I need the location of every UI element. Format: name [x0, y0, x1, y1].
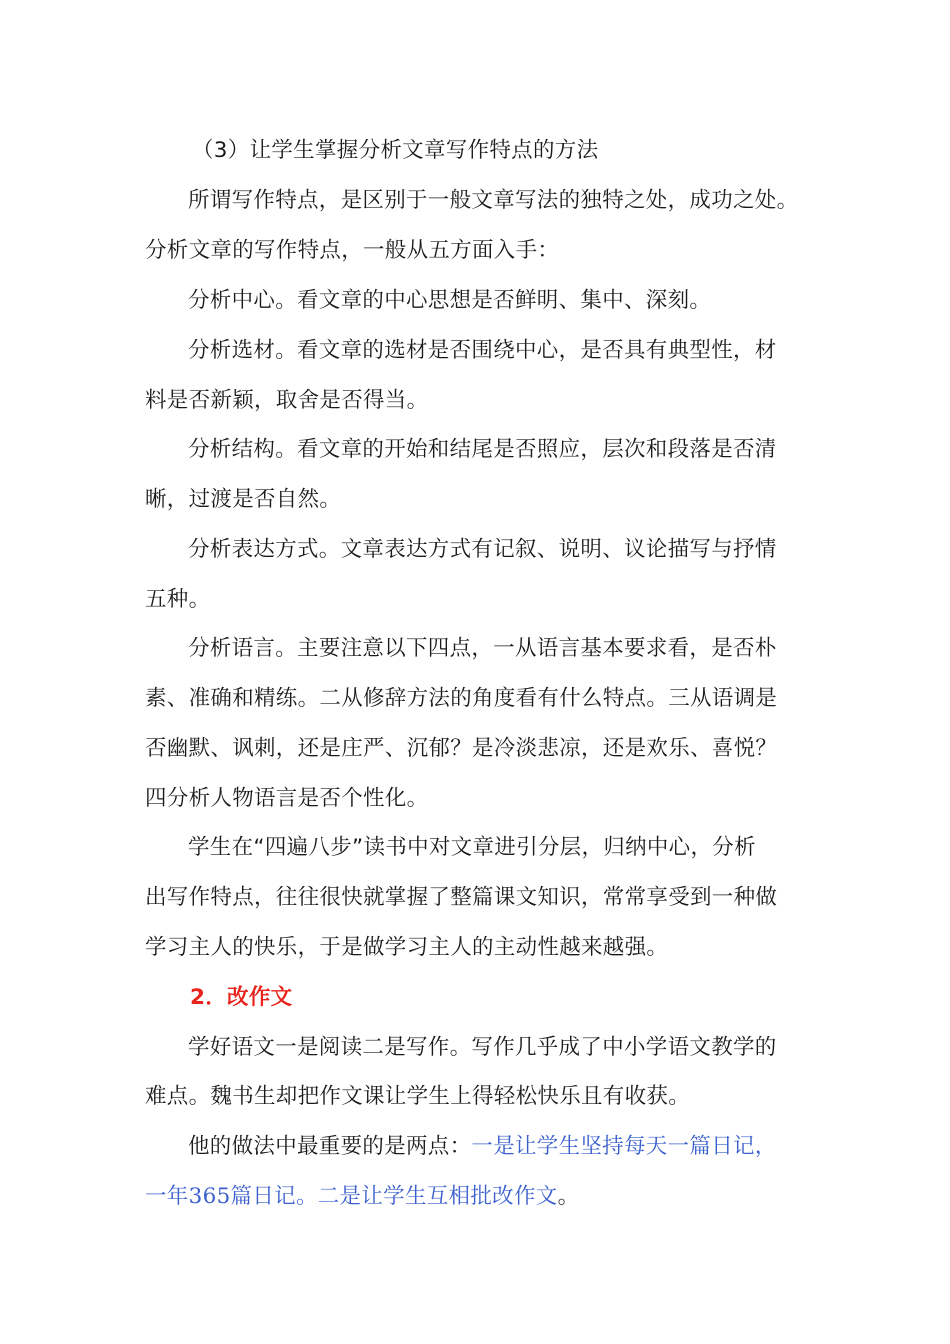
- paragraph-line-mixed: [188, 1132, 878, 1162]
- paragraph-line: 学好语文一是阅读二是写作。写作几乎成了中小学语文教学的: [188, 1035, 777, 1060]
- paragraph-line: 晰，过渡是否自然。: [145, 487, 342, 512]
- highlighted-number: 365: [188, 1184, 231, 1209]
- paragraph-line: 分析结构。看文章的开始和结尾是否照应，层次和段落是否清: [188, 437, 777, 462]
- highlighted-text: 篇日记。二是让学生互相批改作文: [230, 1184, 558, 1209]
- paragraph-line: 学生在“四遍八步”读书中对文章进引分层，归纳中心，分析: [188, 835, 756, 860]
- paragraph-line: 分析中心。看文章的中心思想是否鲜明、集中、深刻。: [188, 288, 712, 313]
- paragraph-text: 。: [557, 1184, 580, 1209]
- section-2-heading: 2．改作文: [190, 985, 293, 1010]
- paragraph-text: 他的做法中最重要的是两点：: [188, 1134, 472, 1159]
- paragraph-line-mixed: [145, 1182, 835, 1212]
- paragraph-line: 出写作特点，往往很快就掌握了整篇课文知识，常常享受到一种做: [145, 885, 778, 910]
- paragraph-line: 素、准确和精练。二从修辞方法的角度看有什么特点。三从语调是: [145, 686, 778, 711]
- paragraph-line: 所谓写作特点，是区别于一般文章写法的独特之处，成功之处。: [188, 188, 799, 213]
- paragraph-line: 学习主人的快乐，于是做学习主人的主动性越来越强。: [145, 935, 669, 960]
- paragraph-line: 分析语言。主要注意以下四点，一从语言基本要求看，是否朴: [188, 636, 777, 661]
- paragraph-line: 分析选材。看文章的选材是否围绕中心，是否具有典型性，材: [188, 338, 777, 363]
- highlighted-text: 一年: [145, 1184, 189, 1209]
- paragraph-line: 分析表达方式。文章表达方式有记叙、说明、议论描写与抒情: [188, 537, 777, 562]
- section-3-heading: （3）让学生掌握分析文章写作特点的方法: [192, 138, 599, 163]
- paragraph-line: 分析文章的写作特点，一般从五方面入手：: [145, 238, 560, 263]
- paragraph-line: 五种。: [145, 587, 211, 612]
- paragraph-line: 难点。魏书生却把作文课让学生上得轻松快乐且有收获。: [145, 1084, 691, 1109]
- paragraph-line: 料是否新颖，取舍是否得当。: [145, 388, 429, 413]
- paragraph-line: 四分析人物语言是否个性化。: [145, 786, 429, 811]
- highlighted-text: 一是让学生坚持每天一篇日记，: [471, 1134, 777, 1159]
- paragraph-line: 否幽默、讽刺，还是庄严、沉郁？是冷淡悲凉，还是欢乐、喜悦？: [145, 736, 778, 761]
